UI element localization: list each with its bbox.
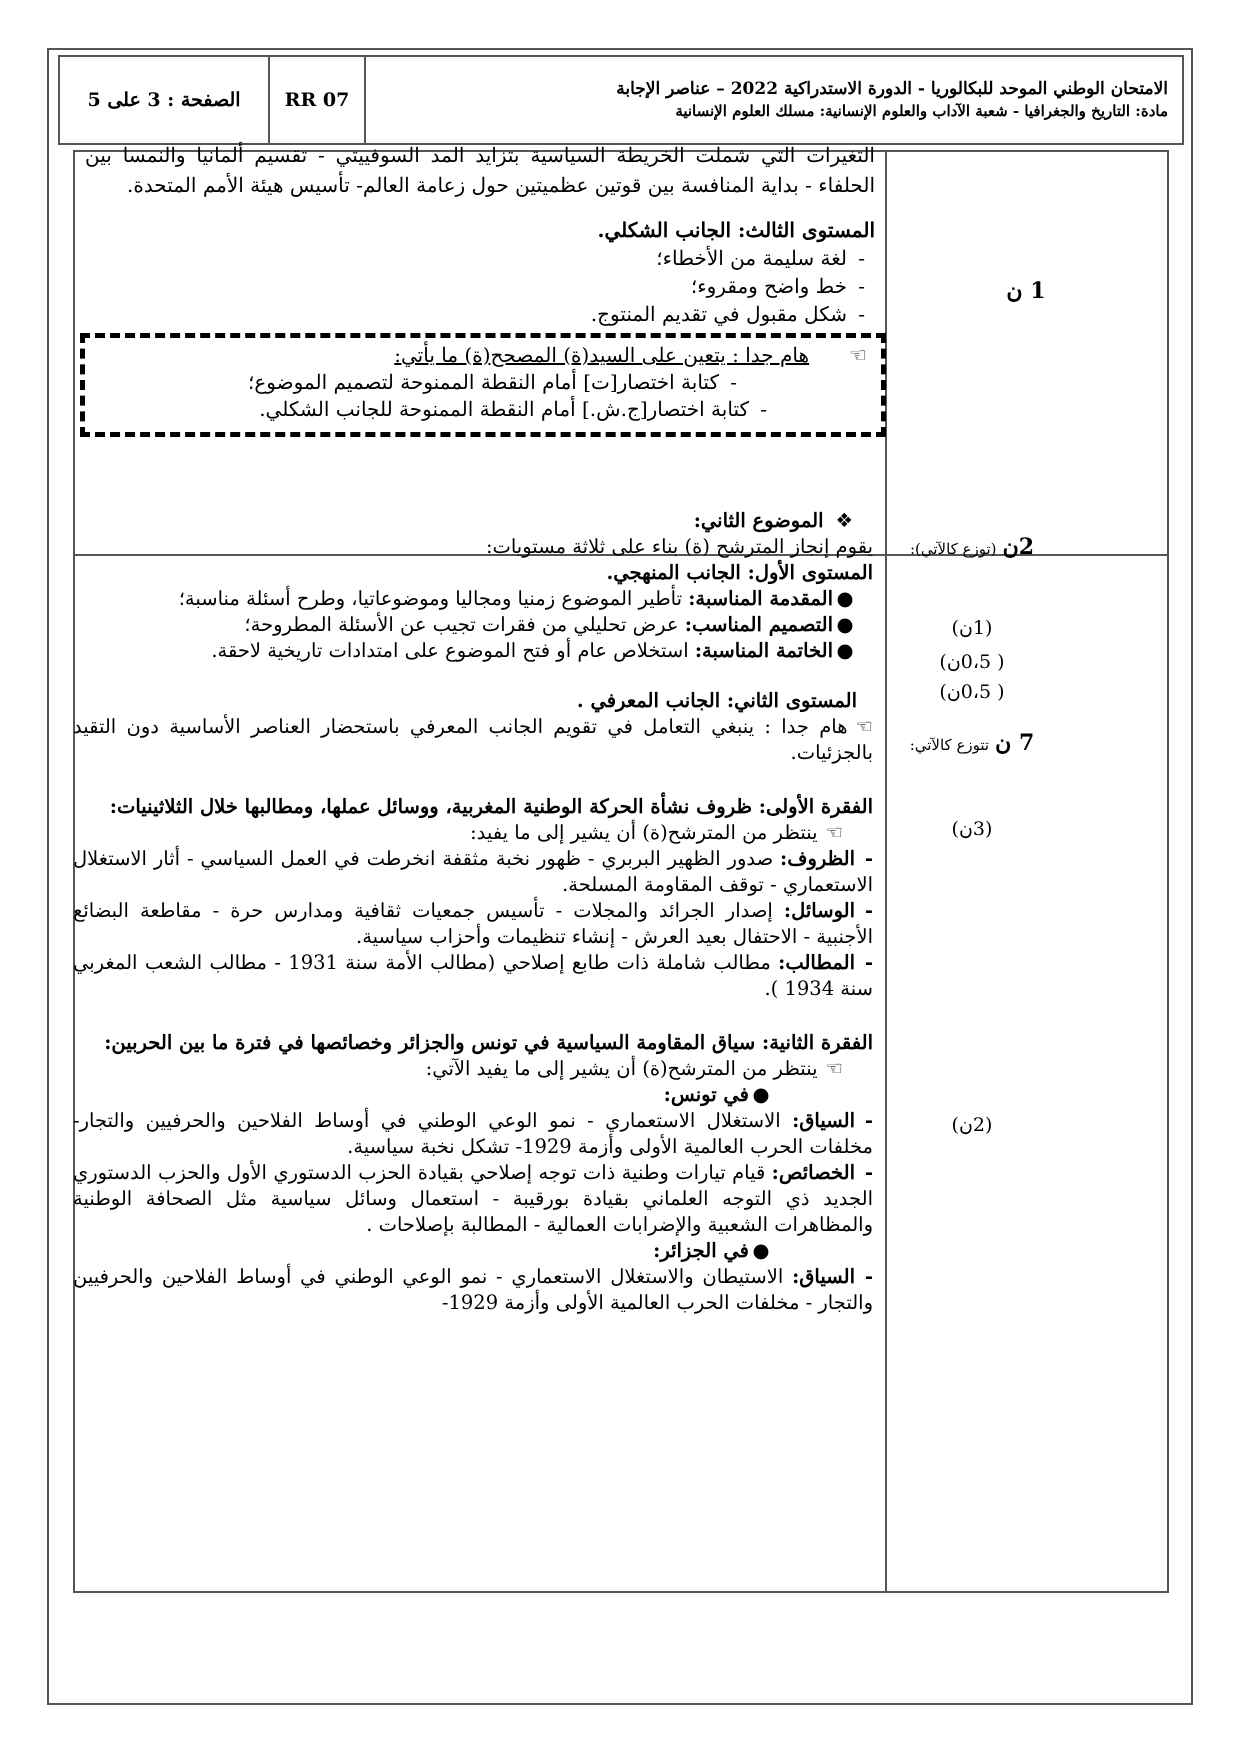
para2-title: الفقرة الثانية: سياق المقاومة السياسية في تونس والجزائر وخصائصها في فترة ما بين الحربين:: [104, 1031, 873, 1054]
algeria-title: ●في الجزائر:: [653, 1239, 770, 1262]
tunisia-title: ●في تونس:: [663, 1083, 770, 1106]
level2-score: 7 ن تتوزع كالآتي:: [909, 730, 1035, 756]
hand-pointer-icon: ☜: [855, 715, 873, 738]
conclusion-score: ( 0،5ن): [939, 681, 1005, 703]
hand-pointer-icon: ☜: [825, 821, 843, 844]
para1-expect: ☜ينتظر من المترشح(ة) أن يشير إلى ما يفيد:: [470, 821, 843, 844]
section1-intro: التغيرات التي شملت الخريطة السياسية بتزايد المد السوفييتي - تقسيم ألمانيا والنمسا بين الحلفاء - بداية المنافسة بين قوتين عظميتين حول زعامة العالم- تأسيس هيئة الأمم المتحدة.: [85, 143, 875, 197]
para2-score: (2ن): [951, 1114, 993, 1136]
hand-pointer-icon: ☜: [849, 343, 867, 367]
section2-intro: يقوم إنجاز المترشح (ة) بناء على ثلاثة مستويات:: [485, 535, 873, 558]
level2-note: ☜هام جدا : ينبغي التعامل في تقويم الجانب المعرفي باستحضار العناصر الأساسية دون التقيد بالجزئيات.: [73, 715, 873, 764]
level2-title: المستوى الثاني: الجانب المعرفي .: [576, 689, 857, 712]
section1-content: [85, 140, 875, 328]
para1-score: (3ن): [951, 818, 993, 840]
level1-item: ●المقدمة المناسبة: تأطير الموضوع زمنيا ومجاليا وموضوعاتيا، وطرح أسئلة مناسبة؛: [178, 587, 854, 610]
diamond-bullet-icon: ❖: [835, 509, 853, 532]
page-number: الصفحة : 3 على 5: [60, 57, 270, 143]
level3-title: المستوى الثالث: الجانب الشكلي.: [597, 218, 875, 242]
exam-title-line2: مادة: التاريخ والجغرافيا - شعبة الآداب والعلوم الإنسانية: مسلك العلوم الإنسانية: [675, 102, 1168, 120]
note-heading: ☜هام جدا : يتعين على السيد(ة) المصحح(ة) ما يأتي:: [394, 343, 867, 367]
para1-item: -الوسائل: إصدار الجرائد والمجلات - تأسيس جمعيات ثقافية ومدارس حرة - مقاطعة البضائع الأجنبية - الاحتفال بعيد العرش - إنشاء تنظيمات وأحزاب سياسية.: [73, 899, 873, 948]
exam-title: [366, 57, 1182, 143]
section2-content: [73, 508, 873, 1316]
level1-score: 2ن (توزع كالآتي):: [909, 534, 1035, 560]
note-item: -كتابة اختصار[ت] أمام النقطة الممنوحة لتصميم الموضوع؛: [247, 370, 737, 394]
para1-item: -الظروف: صدور الظهير البربري - ظهور نخبة مثقفة انخرطت في العمل السياسي - أثار الاستغلال الاستعماري - توقف المقاومة المسلحة.: [73, 847, 873, 896]
important-note-box: [80, 333, 886, 437]
para1-item: -المطالب: مطالب شاملة ذات طابع إصلاحي (مطالب الأمة سنة 1931 - مطالب الشعب المغربي سنة 1934 ).: [73, 951, 873, 1000]
level3-item: -شكل مقبول في تقديم المنتوج.: [590, 302, 865, 326]
level1-item: ●التصميم المناسب: عرض تحليلي من فقرات تجيب عن الأسئلة المطروحة؛: [244, 613, 854, 636]
level1-title: المستوى الأول: الجانب المنهجي.: [606, 561, 873, 584]
hand-pointer-icon: ☜: [825, 1057, 843, 1080]
algeria-context: -السياق: الاستيطان والاستغلال الاستعماري - نمو الوعي الوطني في أوساط الفلاحين والحرفيين والتجار - مخلفات الحرب العالمية الأولى وأزمة 1929-: [73, 1265, 873, 1314]
topic-title: ❖الموضوع الثاني:: [693, 509, 853, 532]
level1-item: ●الخاتمة المناسبة: استخلاص عام أو فتح الموضوع على امتدادات تاريخية لاحقة.: [211, 639, 854, 662]
exam-title-line1: الامتحان الوطني الموحد للبكالوريا - الدورة الاستدراكية 2022 – عناصر الإجابة: [616, 79, 1168, 99]
note-item: -كتابة اختصار[ج.ش.] أمام النقطة الممنوحة للجانب الشكلي.: [259, 397, 767, 421]
level3-item: -خط واضح ومقروء؛: [690, 274, 865, 298]
tunisia-features: -الخصائص: قيام تيارات وطنية ذات توجه إصلاحي بقيادة الحزب الدستوري الأول والحزب الدستوري الجديد ذي التوجه العلماني بقيادة بورقيبة - استعمال وسائل سياسية مثل الصحافة الوطنية والمظاهرات الشعبية والإضرابات العمالية - المطالبة بإصلاحات .: [73, 1161, 873, 1236]
para2-expect: ☜ينتظر من المترشح(ة) أن يشير إلى ما يفيد الآتي:: [425, 1057, 843, 1080]
para1-title: الفقرة الأولى: ظروف نشأة الحركة الوطنية المغربية، ووسائل عملها، ومطالبها خلال الثلاثينيات:: [109, 795, 873, 818]
tunisia-context: -السياق: الاستغلال الاستعماري - نمو الوعي الوطني في أوساط الفلاحين والحرفيين والتجار- مخلفات الحرب العالمية الأولى وأزمة 1929- تشكل نخبة سياسية.: [73, 1109, 873, 1158]
exam-header: [58, 55, 1184, 145]
plan-score: ( 0،5ن): [939, 651, 1005, 673]
section1-score: 1 ن: [1006, 278, 1046, 304]
level3-item: -لغة سليمة من الأخطاء؛: [656, 246, 865, 270]
exam-code: RR 07: [270, 57, 366, 143]
intro-score: (1ن): [951, 617, 993, 639]
